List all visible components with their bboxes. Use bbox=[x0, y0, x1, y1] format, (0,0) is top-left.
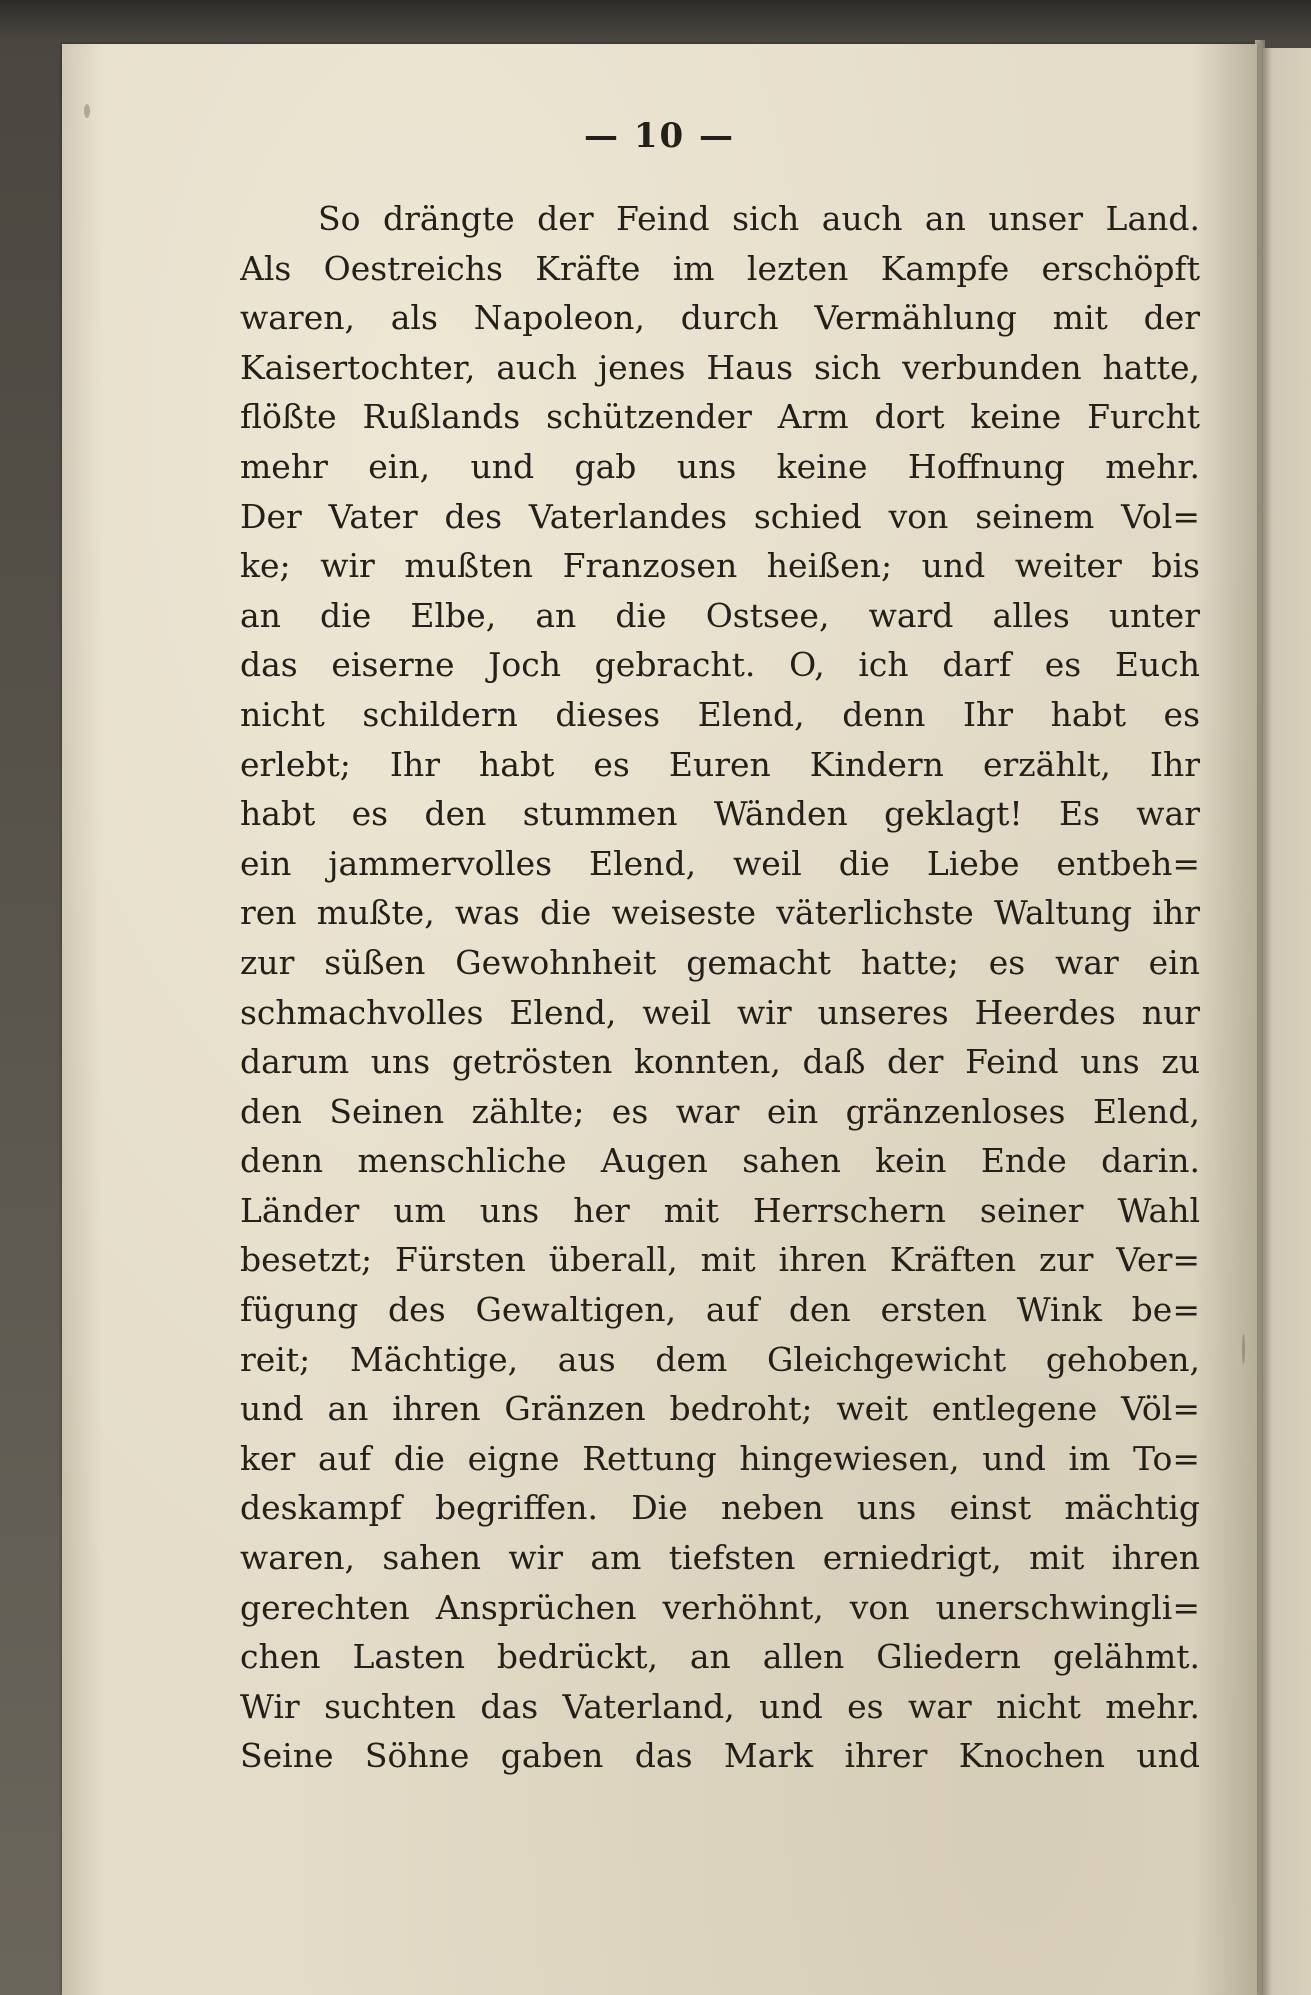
text-line: deskampf begriffen. Die neben uns einst mächtig bbox=[240, 1488, 1200, 1528]
text-line: Kaisertochter, auch jenes Haus sich verbunden hatte, bbox=[240, 347, 1200, 387]
adjacent-page bbox=[1262, 48, 1311, 1995]
text-line: zur süßen Gewohnheit gemacht hatte; es war ein bbox=[240, 942, 1200, 982]
text-line: an die Elbe, an die Ostsee, ward alles unter bbox=[240, 595, 1200, 635]
book-page bbox=[62, 44, 1257, 1995]
text-line: erlebt; Ihr habt es Euren Kindern erzählt, Ihr bbox=[240, 744, 1200, 784]
text-line: besetzt; Fürsten überall, mit ihren Kräften zur Ver= bbox=[240, 1240, 1200, 1280]
text-line: schmachvolles Elend, weil wir unseres Heerdes nur bbox=[240, 992, 1200, 1032]
text-line: waren, als Napoleon, durch Vermählung mit der bbox=[240, 298, 1200, 338]
paper-blemish bbox=[84, 104, 90, 118]
text-line: ren mußte, was die weiseste väterlichste Waltung ihr bbox=[240, 893, 1200, 933]
text-line: ker auf die eigne Rettung hingewiesen, und im To= bbox=[240, 1438, 1200, 1478]
paper-blemish bbox=[1242, 1334, 1245, 1364]
text-line: waren, sahen wir am tiefsten erniedrigt, mit ihren bbox=[240, 1538, 1200, 1578]
text-line: habt es den stummen Wänden geklagt! Es war bbox=[240, 794, 1200, 834]
text-line: Als Oestreichs Kräfte im lezten Kampfe erschöpft bbox=[240, 248, 1200, 288]
text-line: flößte Rußlands schützender Arm dort keine Furcht bbox=[240, 397, 1200, 437]
text-line: gerechten Ansprüchen verhöhnt, von unerschwingli= bbox=[240, 1587, 1200, 1627]
text-line: mehr ein, und gab uns keine Hoffnung mehr. bbox=[240, 446, 1200, 486]
text-line: das eiserne Joch gebracht. O, ich darf es Euch bbox=[240, 645, 1200, 685]
text-line: reit; Mächtige, aus dem Gleichgewicht gehoben, bbox=[240, 1339, 1200, 1379]
text-line: nicht schildern dieses Elend, denn Ihr habt es bbox=[240, 694, 1200, 734]
text-line: und an ihren Gränzen bedroht; weit entlegene Völ= bbox=[240, 1389, 1200, 1429]
page-number: — 10 — bbox=[584, 116, 735, 156]
text-line: denn menschliche Augen sahen kein Ende darin. bbox=[240, 1141, 1200, 1181]
text-line: den Seinen zählte; es war ein gränzenloses Elend, bbox=[240, 1091, 1200, 1131]
text-line: So drängte der Feind sich auch an unser Land. bbox=[318, 199, 1200, 238]
text-line: Der Vater des Vaterlandes schied von seinem Vol= bbox=[240, 496, 1200, 536]
text-line: Wir suchten das Vaterland, und es war nicht mehr. bbox=[240, 1686, 1200, 1726]
text-line: Länder um uns her mit Herrschern seiner Wahl bbox=[240, 1190, 1200, 1230]
text-line: ke; wir mußten Franzosen heißen; und weiter bis bbox=[240, 546, 1200, 586]
text-line: Seine Söhne gaben das Mark ihrer Knochen und bbox=[240, 1736, 1200, 1776]
text-line: darum uns getrösten konnten, daß der Feind uns zu bbox=[240, 1042, 1200, 1082]
text-line: chen Lasten bedrückt, an allen Gliedern gelähmt. bbox=[240, 1637, 1200, 1677]
text-line: ein jammervolles Elend, weil die Liebe entbeh= bbox=[240, 843, 1200, 883]
body-text bbox=[240, 194, 1200, 1781]
text-line: fügung des Gewaltigen, auf den ersten Wink be= bbox=[240, 1290, 1200, 1330]
